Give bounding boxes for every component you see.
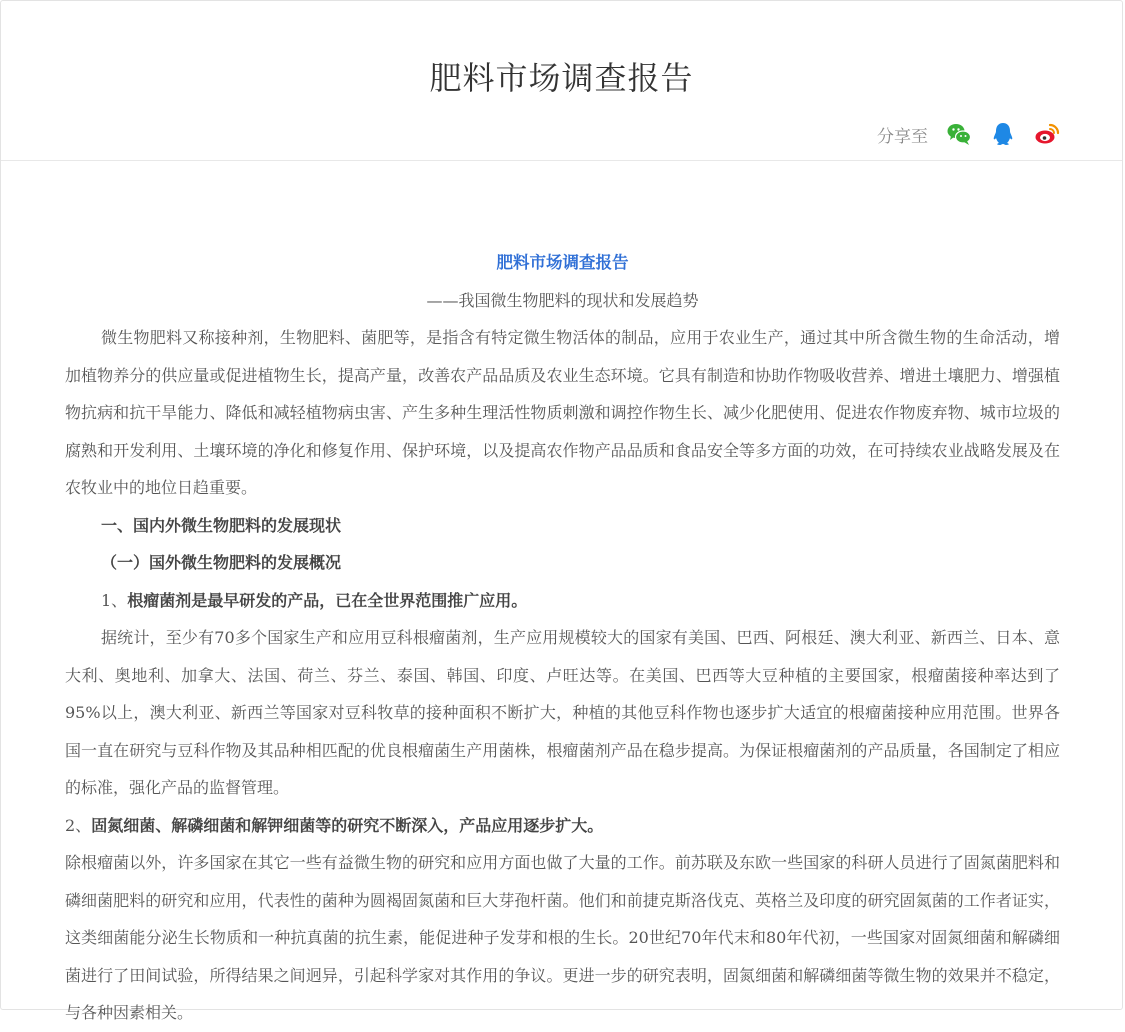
article-title: 肥料市场调查报告: [496, 253, 629, 272]
weibo-icon[interactable]: [1034, 121, 1060, 147]
page-title: 肥料市场调查报告: [429, 59, 694, 97]
numbered-item: [65, 807, 1060, 845]
page-header: [1, 1, 1122, 161]
numbered-item: [65, 582, 1060, 620]
section-heading: 一、国内外微生物肥料的发展现状: [101, 515, 342, 535]
article-subtitle: ——我国微生物肥料的现状和发展趋势: [426, 290, 699, 310]
item-heading: 固氮细菌、解磷细菌和解钾细菌等的研究不断深入，产品应用逐步扩大。: [91, 815, 604, 835]
item-number: 2、: [65, 815, 92, 835]
qq-icon[interactable]: [990, 121, 1016, 147]
subsection-heading: （一）国外微生物肥料的发展概况: [101, 553, 342, 572]
paragraph: 据统计，至少有70多个国家生产和应用豆科根瘤菌剂，生产应用规模较大的国家有美国、巴西、阿根廷、澳大利亚、新西兰、日本、意大利、奥地利、加拿大、法国、荷兰、芬兰、泰国、韩国、印度、卢旺达等。在美国、巴西等大豆种植的主要国家，根瘤菌接种率达到了95%以上，澳大利亚、新西兰等国家对豆科牧草的接种面积不断扩大，种植的其他豆科作物也逐步扩大适宜的根瘤菌接种应用范围。世界各国一直在研究与豆科作物及其品种相匹配的优良根瘤菌生产用菌株，根瘤菌剂产品在稳步提高。为保证根瘤菌剂的产品质量，各国制定了相应的标准，强化产品的监督管理。: [65, 628, 1060, 797]
paragraph: 微生物肥料又称接种剂，生物肥料、菌肥等，是指含有特定微生物活体的制品，应用于农业生产，通过其中所含微生物的生命活动，增加植物养分的供应量或促进植物生长，提高产量，改善农产品品质及农业生态环境。它具有制造和协助作物吸收营养、增进土壤肥力、增强植物抗病和抗干旱能力、降低和减轻植物病虫害、产生多种生理活性物质刺激和调控作物生长、减少化肥使用、促进农作物废弃物、城市垃圾的腐熟和开发利用、土壤环境的净化和修复作用、保护环境，以及提高农作物产品品质和食品安全等多方面的功效，在可持续农业战略发展及在农牧业中的地位日趋重要。: [65, 328, 1060, 497]
share-bar: [877, 121, 1060, 147]
item-heading: 根瘤菌剂是最早研发的产品，已在全世界范围推广应用。: [127, 590, 528, 610]
article-body: [1, 161, 1122, 1032]
share-label: 分享至: [877, 126, 928, 147]
paragraph: 除根瘤菌以外，许多国家在其它一些有益微生物的研究和应用方面也做了大量的工作。前苏联及东欧一些国家的科研人员进行了固氮菌肥料和磷细菌肥料的研究和应用，代表性的菌种为圆褐固氮菌和巨大芽孢杆菌。他们和前捷克斯洛伐克、英格兰及印度的研究固氮菌的工作者证实，这类细菌能分泌生长物质和一种抗真菌的抗生素，能促进种子发芽和根的生长。20世纪70年代末和80年代初，一些国家对固氮细菌和解磷细菌进行了田间试验，所得结果之间迥异，引起科学家对其作用的争议。更进一步的研究表明，固氮细菌和解磷细菌等微生物的效果并不稳定，与各种因素相关。: [65, 853, 1060, 1022]
item-number: 1、: [101, 590, 128, 610]
wechat-icon[interactable]: [946, 121, 972, 147]
